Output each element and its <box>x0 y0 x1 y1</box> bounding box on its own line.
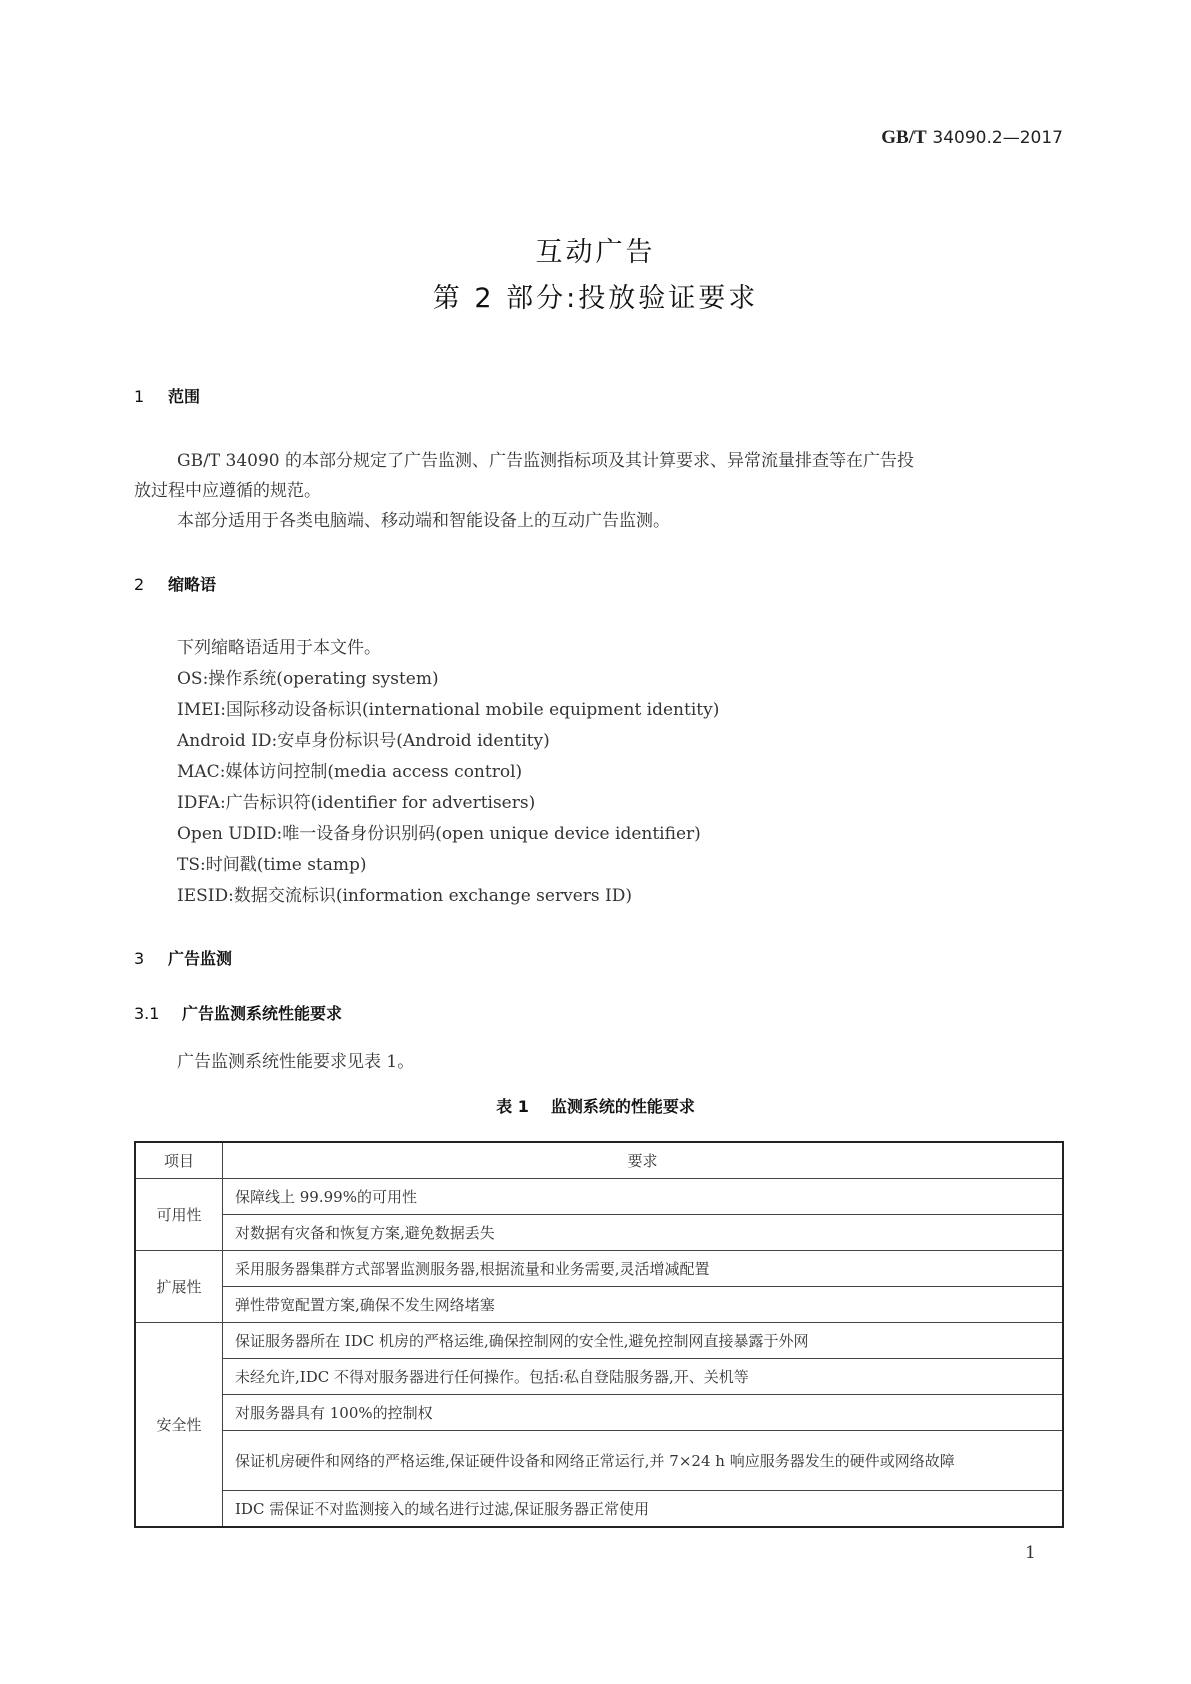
requirement-cell: 对服务器具有 100%的控制权 <box>223 1395 1064 1431</box>
section-3-1-heading: 3.1 广告监测系统性能要求 <box>134 1004 343 1023</box>
document-title: 互动广告 <box>535 237 656 268</box>
requirement-cell: 采用服务器集群方式部署监测服务器,根据流量和业务需要,灵活增减配置 <box>223 1251 1064 1287</box>
category-cell: 可用性 <box>135 1179 223 1251</box>
paragraph: GB/T 34090 的本部分规定了广告监测、广告监测指标项及其计算要求、异常流量排查等在广告投 <box>177 451 915 471</box>
abbreviation-item: Android ID:安卓身份标识号(Android identity) <box>177 731 550 751</box>
abbreviation-item: MAC:媒体访问控制(media access control) <box>177 762 523 782</box>
requirement-cell: 保证机房硬件和网络的严格运维,保证硬件设备和网络正常运行,并 7×24 h 响应服务器发生的硬件或网络故障 <box>223 1431 1064 1491</box>
abbreviations-intro: 下列缩略语适用于本文件。 <box>177 638 381 658</box>
requirement-cell: 弹性带宽配置方案,确保不发生网络堵塞 <box>223 1287 1064 1323</box>
abbreviation-item: IDFA:广告标识符(identifier for advertisers) <box>177 793 536 813</box>
abbreviation-item: IMEI:国际移动设备标识(international mobile equipment identity) <box>177 700 720 720</box>
requirement-cell: 保证服务器所在 IDC 机房的严格运维,确保控制网的安全性,避免控制网直接暴露于外网 <box>223 1323 1064 1359</box>
section-2-heading: 2 缩略语 <box>134 575 217 594</box>
requirement-cell: 对数据有灾备和恢复方案,避免数据丢失 <box>223 1215 1064 1251</box>
table-header-row <box>135 1142 1063 1179</box>
category-cell: 安全性 <box>135 1323 223 1528</box>
document-subtitle: 第 2 部分:投放验证要求 <box>432 283 759 314</box>
table-row <box>135 1251 1063 1287</box>
section-1-heading: 1 范围 <box>134 387 201 406</box>
column-header-requirement: 要求 <box>223 1142 1064 1179</box>
table-row <box>135 1395 1063 1431</box>
requirement-cell: IDC 需保证不对监测接入的域名进行过滤,保证服务器正常使用 <box>223 1491 1064 1528</box>
page-number: 1 <box>1025 1543 1036 1563</box>
table-row <box>135 1359 1063 1395</box>
table-caption: 表 1 监测系统的性能要求 <box>496 1097 695 1116</box>
standard-code <box>881 127 1063 149</box>
table-row <box>135 1431 1063 1491</box>
abbreviation-item: Open UDID:唯一设备身份识别码(open unique device identifier) <box>177 824 701 844</box>
section-3-heading: 3 广告监测 <box>134 949 233 968</box>
paragraph: 放过程中应遵循的规范。 <box>134 481 321 501</box>
standard-number: 34090.2—2017 <box>932 128 1063 148</box>
standard-prefix: GB/T <box>881 127 927 148</box>
requirement-cell: 未经允许,IDC 不得对服务器进行任何操作。包括:私自登陆服务器,开、关机等 <box>223 1359 1064 1395</box>
paragraph: 广告监测系统性能要求见表 1。 <box>177 1052 415 1072</box>
column-header-item: 项目 <box>135 1142 223 1179</box>
paragraph: 本部分适用于各类电脑端、移动端和智能设备上的互动广告监测。 <box>177 511 670 531</box>
category-cell: 扩展性 <box>135 1251 223 1323</box>
table-row <box>135 1491 1063 1528</box>
table-row <box>135 1287 1063 1323</box>
table-row <box>135 1323 1063 1359</box>
abbreviation-item: IESID:数据交流标识(information exchange servers ID) <box>177 886 632 906</box>
table-row <box>135 1215 1063 1251</box>
table-row <box>135 1179 1063 1215</box>
abbreviation-item: TS:时间戳(time stamp) <box>177 855 367 875</box>
requirement-cell: 保障线上 99.99%的可用性 <box>223 1179 1064 1215</box>
performance-requirements-table <box>134 1141 1064 1528</box>
abbreviation-item: OS:操作系统(operating system) <box>177 669 439 689</box>
